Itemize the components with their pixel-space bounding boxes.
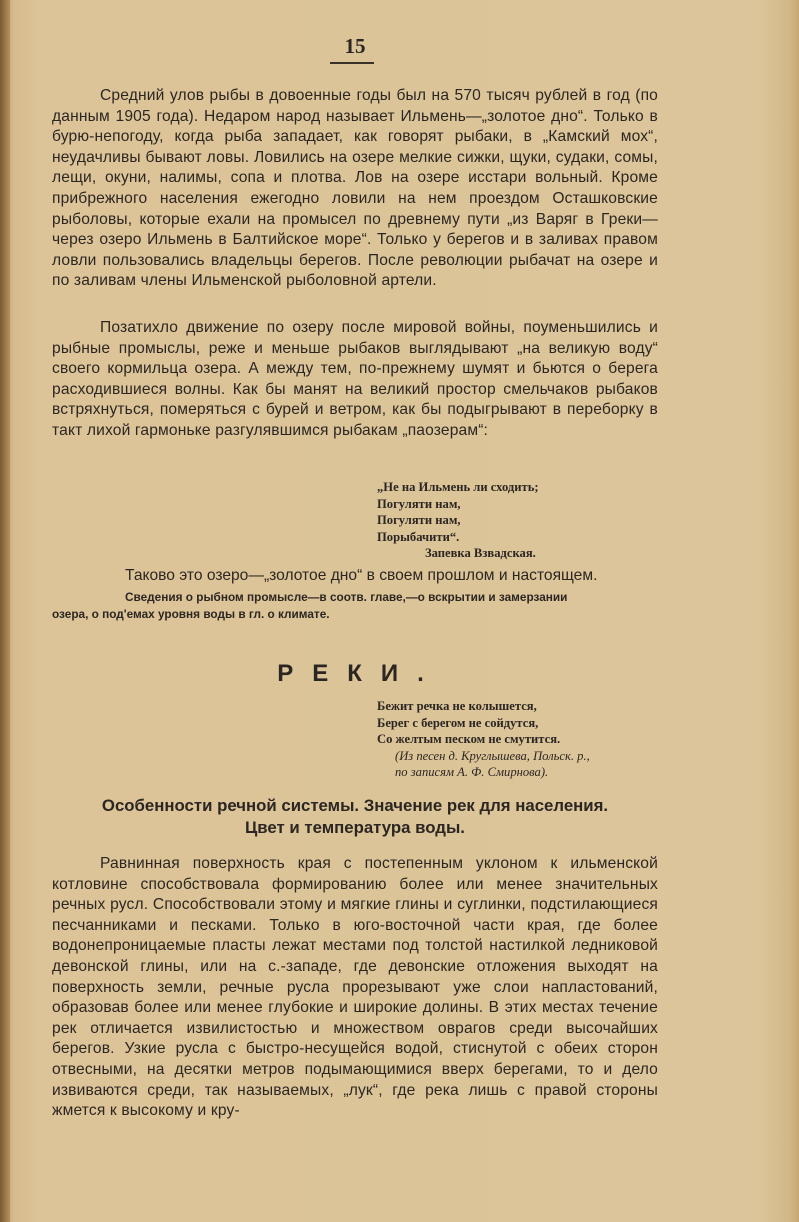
section-heading xyxy=(52,795,658,839)
page-number: 15 xyxy=(344,34,366,58)
verse-source: (Из песен д. Круглышева, Польск. р., xyxy=(395,748,590,763)
closing-line: Таково это озеро—„золотое дно“ в своем прошлом и настоящем. xyxy=(125,567,598,584)
section-heading-line: Цвет и температура воды. xyxy=(245,818,465,837)
verse-line: Порыбачити“. xyxy=(377,529,460,544)
footnote-line: озера, о под'емах уровня воды в гл. о климате. xyxy=(52,607,330,621)
paragraph-river-system xyxy=(52,854,658,1122)
book-spine-shadow xyxy=(0,0,10,1222)
verse-line: Погуляти нам, xyxy=(377,513,461,527)
verse-line: Берег с берегом не сойдутся, xyxy=(377,715,539,730)
verse-line: Бежит речка не колышется, xyxy=(377,699,537,713)
paragraph-text: Равнинная поверхность края с постепенным уклоном к ильменской котловине способствовала формированию более или менее значительных речных русл. Способствовали этому и мягкие глины и суглинки, подстилающиеся песчанниками и песками. Только в юго-восточной части края, где более водонепроницаемые пласты лежат местами под толстой настилкой ледниковой девонской глины, или на с.-западе, где девонские отложения выходят на поверхность земли, речные русла прорезывают уже слои напластований, образовав более или менее глубокие и широкие долины. В этих местах течение рек отличается извилистостью и множеством оврагов среди высочайших берегов. Узкие русла с быстро-несущейся водой, стиснутой с обеих сторон отвесными, на десятки метров подымающимися вверх берегами, то и дело извиваются среди, так называемых, „лук“, где река лишь с правой стороны жмется к высокому и кру- xyxy=(52,855,658,1120)
page-number-underline xyxy=(330,62,374,64)
verse-attribution: Запевка Взвадская. xyxy=(425,546,536,560)
paragraph-text: Средний улов рыбы в довоенные годы был на 570 тысяч рублей в год (по данным 1905 года). Недаром народ называет Ильмень—„золотое дно“. Только в бурю-непогоду, когда рыба западает, как говорят рыбаки, в „Камский мох“, неудачливы бывают ловы. Ловились на озере мелкие сижки, щуки, судаки, сомы, лещи, окуни, налимы, сопа и плотва. Лов на озере исстари вольный. Кроме прибрежного населения ежегодно ловили на нем проездом Осташковские рыболовы, которые ехали на промысел по древнему пути „из Варяг в Греки—через озеро Ильмень в Балтийское море“. Только у берегов и в заливах правом ловли пользовались владельцы берегов. После революции рыбачат на озере и по заливам члены Ильменской рыболовной артели. xyxy=(52,87,658,290)
paragraph-fish-catch xyxy=(52,86,658,292)
verse-line: „Не на Ильмень ли сходить; xyxy=(377,480,539,494)
verse-line: Погуляти нам, xyxy=(377,496,461,511)
song-quote-river xyxy=(377,698,677,781)
verse-source: по записям А. Ф. Смирнова). xyxy=(395,765,549,779)
paragraph-lake-traffic xyxy=(52,318,658,442)
song-quote-lake xyxy=(377,479,677,562)
verse-line: Со желтым песком не смутится. xyxy=(377,732,561,746)
paragraph-text: Позатихло движение по озеру после мировой войны, поуменьшились и рыбные промыслы, реже и меньше рыбаков выглядывают „на великую воду“ своего кормильца озера. А между тем, по-прежнему шумят и бьются о берега расходившиеся волны. Как бы манят на великий простор смельчаков рыбаков встряхнуться, померяться с бурей и ветром, как бы подыгрывают в переборку в такт лихой гармоньке разгулявшимся рыбакам „паозерам“: xyxy=(52,319,658,439)
footnote-line: Сведения о рыбном промысле—в соотв. главе,—о вскрытии и замерзании xyxy=(125,590,568,604)
footnote xyxy=(52,589,658,623)
section-heading-line: Особенности речной системы. Значение рек для населения. xyxy=(101,796,609,815)
chapter-title: РЕКИ. xyxy=(277,660,443,687)
